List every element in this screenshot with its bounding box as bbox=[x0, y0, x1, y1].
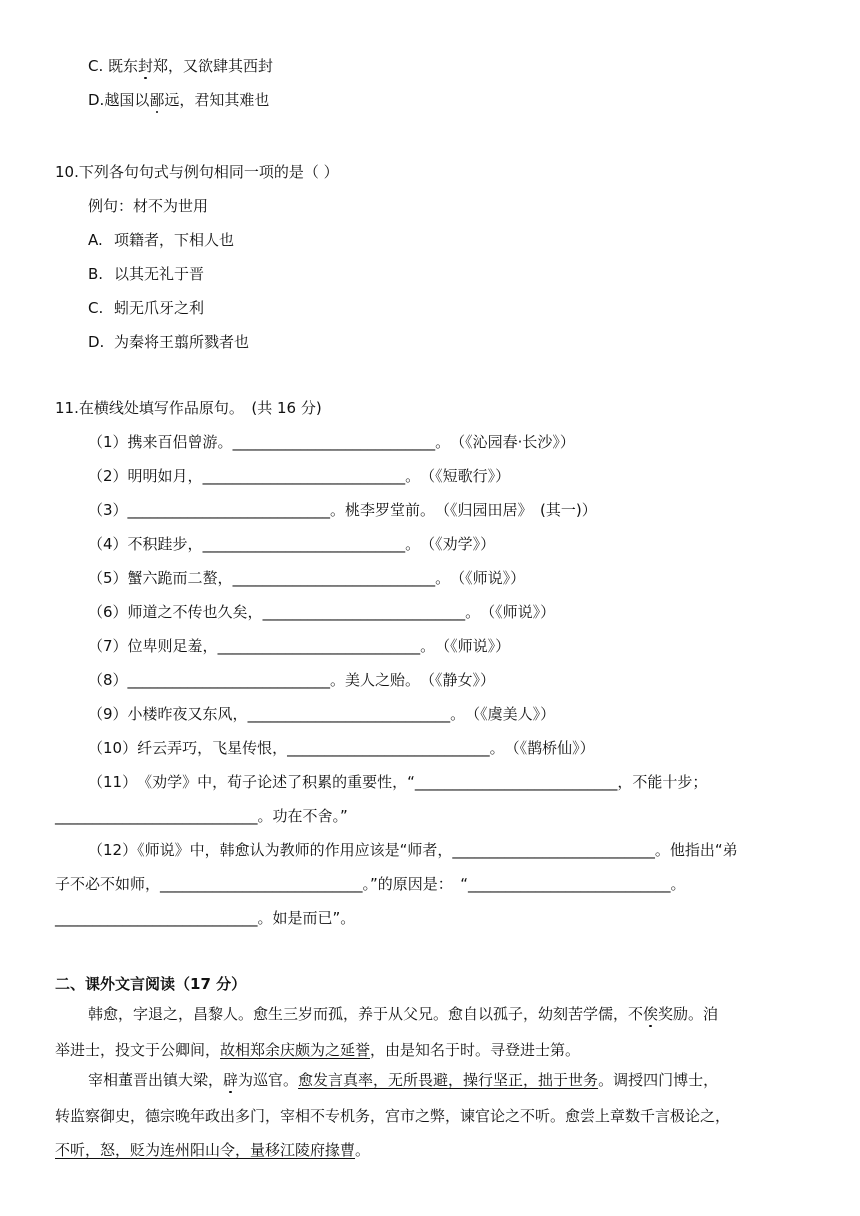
passage-p2-line3: 不听，怒，贬为连州阳山令，量移江陵府掾曹。 bbox=[55, 1141, 371, 1159]
q11-item-4: （4）不积跬步，___________________________。 （《劝学》） bbox=[88, 535, 496, 553]
q10-option-a: A. 项籍者，下相人也 bbox=[88, 231, 235, 249]
underlined-sentence: 愈发言真率，无所畏避，操行坚正，拙于世务 bbox=[298, 1071, 599, 1089]
q10-option-c: C. 蚓无爪牙之利 bbox=[88, 299, 205, 317]
q11-item-3: （3）___________________________。桃李罗堂前。 （《归园田居》 (其一)） bbox=[88, 501, 597, 519]
q11-item-7: （7）位卑则足羞，___________________________。 （《师说》） bbox=[88, 637, 511, 655]
q10-option-b: B. 以其无礼于晋 bbox=[88, 265, 205, 283]
q11-item-11-line2: ___________________________。功在不舍。” bbox=[55, 807, 348, 825]
passage-p2-line2: 转监察御史，德宗晚年政出多门，宰相不专机务，宫市之弊，谏官论之不听。愈尝上章数千言极论之， bbox=[55, 1107, 731, 1125]
q10-example: 例句：材不为世用 bbox=[88, 197, 209, 215]
q11-title: 11.在横线处填写作品原句。 (共 16 分) bbox=[55, 399, 322, 417]
q11-item-6: （6）师道之不传也久矣，___________________________。 （《师说》） bbox=[88, 603, 556, 621]
section-2-heading: 二、课外文言阅读（17 分） bbox=[55, 975, 247, 993]
passage-p1-line2: 举进士，投文于公卿间，故相郑余庆颇为之延誉，由是知名于时。寻登进士第。 bbox=[55, 1041, 581, 1059]
q11-item-2: （2）明明如月，___________________________。 （《短歌行》） bbox=[88, 467, 511, 485]
q9-option-c: C. 既东封郑，又欲肆其西封 bbox=[88, 57, 274, 75]
passage-p2-line1: 宰相董晋出镇大梁，辟为巡官。愈发言真率，无所畏避，操行坚正，拙于世务。调授四门博士， bbox=[88, 1071, 719, 1089]
underlined-sentence: 不听，怒，贬为连州阳山令，量移江陵府掾曹 bbox=[55, 1141, 356, 1159]
q11-item-12-line3: ___________________________。如是而已”。 bbox=[55, 909, 356, 927]
q11-item-9: （9）小楼昨夜又东风，___________________________。 （《虞美人》） bbox=[88, 705, 556, 723]
emphasis-dot-char: 鄙 bbox=[149, 91, 165, 109]
q10-option-d: D. 为秦将王翦所戮者也 bbox=[88, 333, 250, 351]
q11-item-5: （5）蟹六跪而二螯，___________________________。 （《师说》） bbox=[88, 569, 526, 587]
emphasis-dot-char: 俟 bbox=[643, 1005, 659, 1023]
underlined-sentence: 故相郑余庆颇为之延誉 bbox=[220, 1041, 371, 1059]
emphasis-dot-char: 辟 bbox=[223, 1071, 239, 1089]
q9-option-d: D.越国以鄙远，君知其难也 bbox=[88, 91, 270, 109]
q11-item-11-line1: （11） 《劝学》中，荀子论述了积累的重要性，“___________________________，不能十步； bbox=[88, 773, 708, 791]
q11-item-12-line1: （12）《师说》中，韩愈认为教师的作用应该是“师者，___________________________。他指出“弟 bbox=[88, 841, 738, 859]
q11-item-8: （8）___________________________。美人之贻。 （《静女》） bbox=[88, 671, 496, 689]
passage-p1-line1: 韩愈，字退之，昌黎人。愈生三岁而孤，养于从父兄。愈自以孤子，幼刻苦学儒，不俟奖励。洎 bbox=[88, 1005, 719, 1023]
emphasis-dot-char: 封 bbox=[138, 57, 154, 75]
q11-item-10: （10）纤云弄巧，飞星传恨，___________________________。 （《鹊桥仙》） bbox=[88, 739, 595, 757]
q11-item-1: （1）携来百侣曾游。___________________________。 （《沁园春·长沙》） bbox=[88, 433, 575, 451]
q10-title: 10.下列各句句式与例句相同一项的是（ ） bbox=[55, 163, 339, 181]
q11-item-12-line2: 子不必不如师，___________________________。”的原因是： “___________________________。 bbox=[55, 875, 686, 893]
